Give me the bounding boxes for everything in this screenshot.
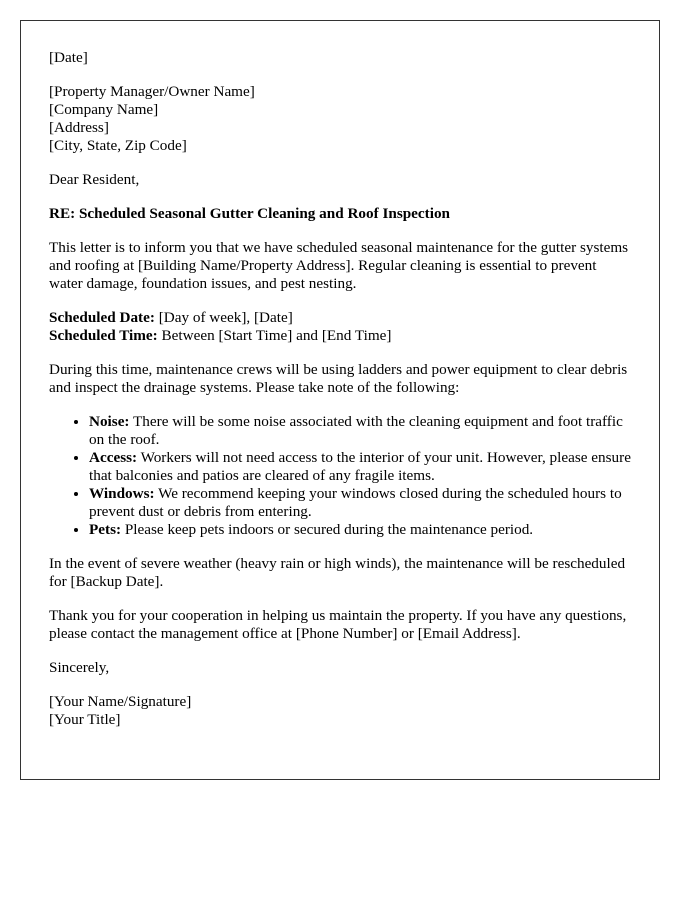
thanks-paragraph: Thank you for your cooperation in helping us maintain the property. If you have any questions, please contact the management office at [Phone Number] or [Email Address]. xyxy=(49,607,627,642)
recipient-name: [Property Manager/Owner Name] xyxy=(49,83,255,100)
intro-paragraph: This letter is to inform you that we have scheduled seasonal maintenance for the gutter systems and roofing at [Building Name/Property Address]. Regular cleaning is essential to prevent water damage, foundation issues, and pest nesting. xyxy=(49,239,629,292)
recipient-address: [Address] xyxy=(49,119,109,136)
signature-block xyxy=(49,693,632,729)
scheduled-date-value: [Day of week], [Date] xyxy=(154,309,293,326)
note-label: Noise: xyxy=(89,413,130,430)
signature-name: [Your Name/Signature] xyxy=(49,693,192,710)
note-label: Windows: xyxy=(89,485,155,502)
salutation: Dear Resident, xyxy=(49,171,140,188)
recipient-address-block xyxy=(49,83,632,155)
scheduled-time-value: Between [Start Time] and [End Time] xyxy=(157,327,392,344)
list-item xyxy=(89,485,632,521)
schedule-block xyxy=(49,309,632,345)
list-item xyxy=(89,413,632,449)
note-text: Workers will not need access to the interior of your unit. However, please ensure that balconies and patios are cleared of any fragile items. xyxy=(89,449,631,484)
note-text: There will be some noise associated with the cleaning equipment and foot traffic on the roof. xyxy=(89,413,623,448)
letter-date: [Date] xyxy=(49,49,88,66)
scheduled-date-label: Scheduled Date: xyxy=(49,309,155,326)
note-text: Please keep pets indoors or secured during the maintenance period. xyxy=(121,521,534,538)
note-label: Pets: xyxy=(89,521,122,538)
signature-title: [Your Title] xyxy=(49,711,121,728)
note-label: Access: xyxy=(89,449,138,466)
recipient-company: [Company Name] xyxy=(49,101,159,118)
list-item xyxy=(89,449,632,485)
recipient-city-line: [City, State, Zip Code] xyxy=(49,137,187,154)
scheduled-time-label: Scheduled Time: xyxy=(49,327,158,344)
scheduled-time-line xyxy=(49,327,632,345)
closing: Sincerely, xyxy=(49,659,110,676)
scheduled-date-line xyxy=(49,309,632,327)
notes-list xyxy=(49,413,632,539)
note-text: We recommend keeping your windows closed during the scheduled hours to prevent dust or debris from entering. xyxy=(89,485,622,520)
crew-note-paragraph: During this time, maintenance crews will be using ladders and power equipment to clear debris and inspect the drainage systems. Please take note of the following: xyxy=(49,361,628,396)
letter-document xyxy=(20,20,660,780)
weather-note-paragraph: In the event of severe weather (heavy rain or high winds), the maintenance will be rescheduled for [Backup Date]. xyxy=(49,555,626,590)
list-item xyxy=(89,521,632,539)
subject-line: RE: Scheduled Seasonal Gutter Cleaning and Roof Inspection xyxy=(49,205,450,222)
